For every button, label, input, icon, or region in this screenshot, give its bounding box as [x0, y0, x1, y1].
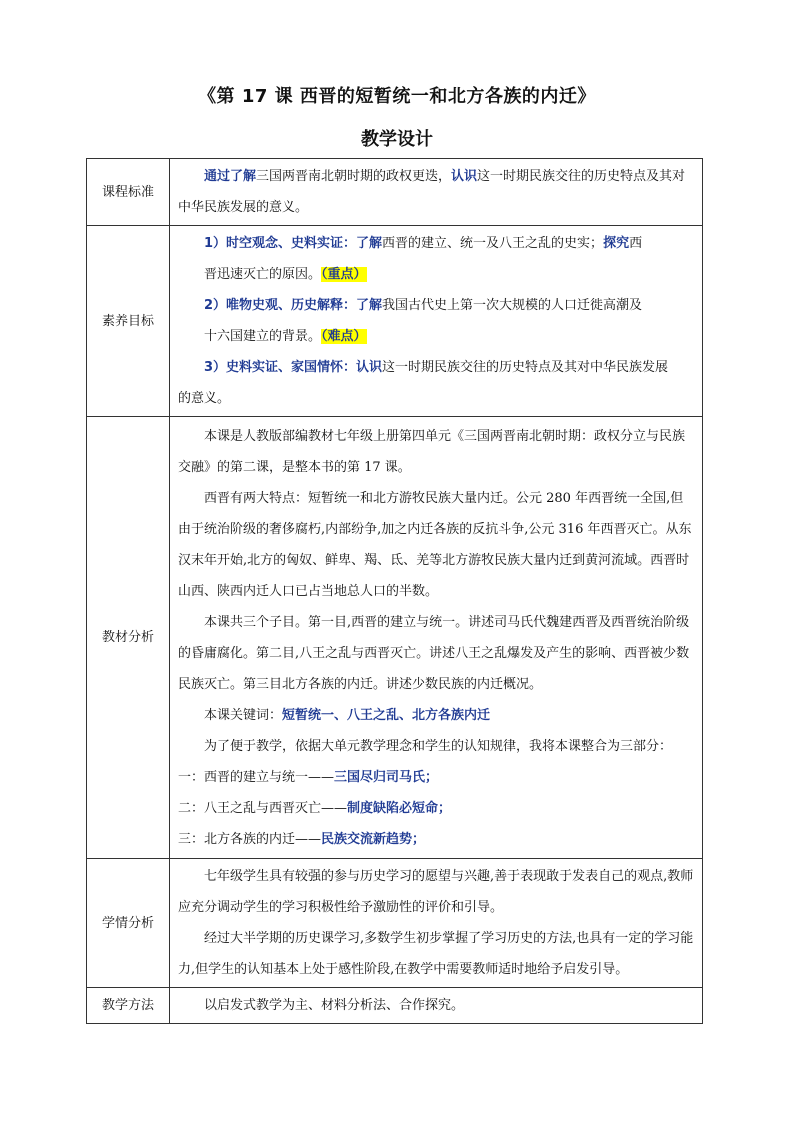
standard-text-2: 这一时期民族交往的历史特点及其对中华民族发展的意义。 [178, 169, 686, 215]
method-para: 以启发式教学为主、材料分析法、合作探究。 [204, 998, 465, 1013]
goal-3: 3）史料实证、家国情怀：认识这一时期民族交往的历史特点及其对中华民族发展 [204, 360, 669, 375]
analysis-para-3: 本课共三个子目。第一目,西晋的建立与统一。讲述司马氏代魏建西晋及西晋统治阶级的昏庸腐化。第二目,八王之乱与西晋灭亡。讲述八王之乱爆发及产生的影响、西晋被少数民族灭亡。第三目北方各族的内迁。讲述少数民族的内迁概况。 [178, 614, 690, 692]
row-core-goals [87, 226, 703, 417]
students-para-1: 七年级学生具有较强的参与历史学习的愿望与兴趣,善于表现敢于发表自己的观点,教师应充分调动学生的学习积极性给予激励性的评价和引导。 [178, 869, 694, 915]
part-3: 三：北方各族的内迁——民族交流新趋势； [178, 831, 426, 847]
row-teaching-method [87, 988, 703, 1024]
part-1: 一：西晋的建立与统一——三国尽归司马氏； [178, 769, 439, 785]
row-label-goals: 素养目标 [87, 226, 170, 417]
goals-content [170, 226, 703, 417]
analysis-para-2: 西晋有两大特点：短暂统一和北方游牧民族大量内迁。公元 280 年西晋统一全国,但由于统治阶级的奢侈腐朽,内部纷争,加之内迁各族的反抗斗争,公元 316 年西晋灭亡。从东汉末年开始,北方的匈奴、鲜卑、羯、氐、羌等北方游牧民族大量内迁到黄河流域。西晋时山西、陕西内迁人口已占当地总人口的半数。 [178, 490, 692, 599]
standard-text-1: 三国两晋南北朝时期的政权更迭， [256, 169, 452, 184]
row-curriculum-standard [87, 159, 703, 226]
students-para-2: 经过大半学期的历史课学习,多数学生初步掌握了学习历史的方法,也具有一定的学习能力,但学生的认知基本上处于感性阶段,在教学中需要教师适时地给予启发引导。 [178, 931, 694, 977]
row-label-students: 学情分析 [87, 859, 170, 988]
method-content [170, 988, 703, 1024]
key-point-badge: （重点） [321, 267, 367, 282]
students-content [170, 859, 703, 988]
row-student-analysis [87, 859, 703, 988]
row-label-analysis: 教材分析 [87, 417, 170, 859]
lesson-plan-table [86, 158, 703, 1024]
part-2: 二：八王之乱与西晋灭亡——制度缺陷必短命； [178, 800, 452, 816]
document-title: 《第 17 课 西晋的短暂统一和北方各族的内迁》 [198, 86, 596, 107]
analysis-content [170, 417, 703, 859]
row-label-method: 教学方法 [87, 988, 170, 1024]
goal-2-cont: 十六国建立的背景。（难点） [204, 329, 367, 344]
goal-3-cont: 的意义。 [178, 391, 231, 406]
analysis-keywords: 本课关键词：短暂统一、八王之乱、北方各族内迁 [204, 707, 491, 723]
standard-keyword-2: 认识 [451, 169, 478, 184]
row-textbook-analysis [87, 417, 703, 859]
analysis-para-1: 本课是人教版部编教材七年级上册第四单元《三国两晋南北朝时期：政权分立与民族交融》的第二课，是整本书的第 17 课。 [178, 428, 686, 475]
standard-content [170, 159, 703, 226]
difficult-point-badge: （难点） [321, 329, 367, 344]
row-label-standard: 课程标准 [87, 159, 170, 226]
analysis-para-4: 为了便于教学，依据大单元教学理念和学生的认知规律，我将本课整合为三部分： [204, 738, 673, 754]
standard-keyword-1: 通过了解 [204, 169, 257, 184]
document-subtitle: 教学设计 [361, 129, 433, 150]
goal-1: 1）时空观念、史料实证：了解西晋的建立、统一及八王之乱的史实；探究西 [204, 236, 643, 251]
goal-1-cont: 晋迅速灭亡的原因。（重点） [204, 267, 367, 282]
goal-2: 2）唯物史观、历史解释：了解我国古代史上第一次大规模的人口迁徙高潮及 [204, 298, 643, 313]
